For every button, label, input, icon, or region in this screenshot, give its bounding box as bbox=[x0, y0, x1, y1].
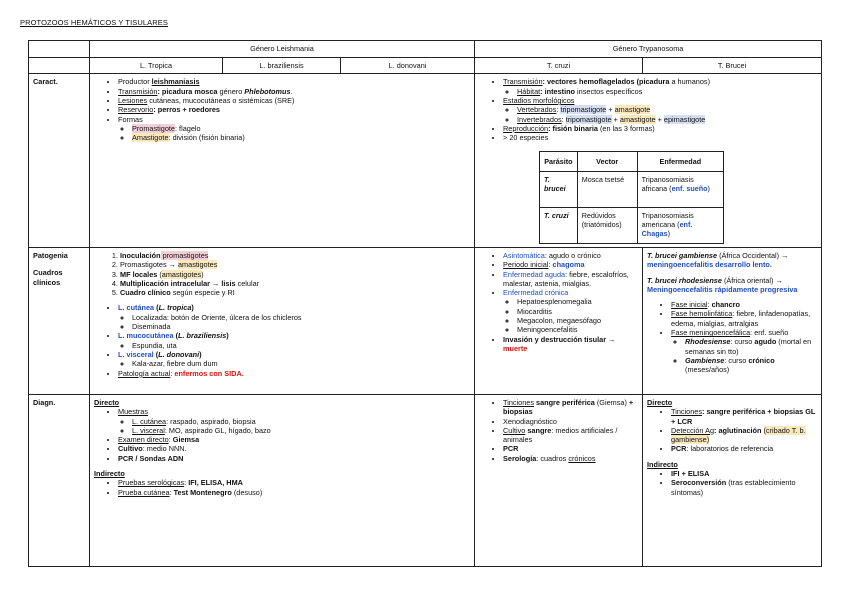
species-header-l-donovani: L. donovani bbox=[341, 58, 475, 74]
corner-cell-2 bbox=[29, 58, 90, 74]
list-item: ◦ Kala-azar, fiebre dum dum bbox=[132, 359, 470, 368]
list-item: • Cultivo: medio NNN. bbox=[118, 444, 470, 453]
list-item: • Patología actual: enfermos con SIDA. bbox=[118, 369, 470, 378]
list-item: ◦ Hábitat: intestino insectos específicos bbox=[517, 87, 817, 96]
list-item: • L. mucocutánea (L. braziliensis) ◦ Espundia, uta bbox=[118, 331, 470, 350]
list-item: • Asintomática: agudo o crónico bbox=[503, 251, 638, 260]
list-item: ◦ L. visceral: MO, aspirado GL, hígado, bazo bbox=[132, 426, 470, 435]
list-item: • Detección Ag: aglutinación (cribado T. b. gambiense) bbox=[671, 426, 817, 445]
list-item: 4. Multiplicación intracelular → lisis celular bbox=[120, 279, 470, 288]
list-item: 2. Promastigotes → amastigotes bbox=[120, 260, 470, 269]
rhodesiense-line: T. brucei rhodesiense (África oriental) → Meningoencefalitis rápidamente progresiva bbox=[647, 275, 798, 294]
table-cell: Tripanosomiasis africana (enf. sueño) bbox=[637, 171, 723, 207]
list-item: • > 20 especies bbox=[503, 133, 817, 142]
diagn-cruzi-cell bbox=[475, 394, 643, 566]
genus-leishmania-header: Género Leishmania bbox=[90, 41, 475, 58]
vector-table bbox=[539, 151, 724, 244]
list-item: • L. cutánea (L. tropica) ◦ Localizada: botón de Oriente, úlcera de los chicleros ◦ Diseminada bbox=[118, 303, 470, 331]
list-item: • Transmisión: picadura mosca género Phlebotomus. bbox=[118, 87, 470, 96]
list-item: • Reproducción: fisión binaria (en las 3 formas) bbox=[503, 124, 817, 133]
list-item: • Seroconversión (tras establecimiento síntomas) bbox=[671, 478, 817, 497]
list-item: • Productor leishmaniasis bbox=[118, 77, 470, 86]
list-item: ◦ Espundia, uta bbox=[132, 341, 470, 350]
list-item: • Xenodiagnóstico bbox=[503, 417, 638, 426]
table-cell: T. cruzi bbox=[540, 207, 578, 243]
list-item: • Formas ◦ Promastigote: flagelo ◦ Amastigote: división (fisión binaria) bbox=[118, 115, 470, 143]
list-item: • Examen directo: Giemsa bbox=[118, 435, 470, 444]
species-header-t-brucei: T. Brucei bbox=[643, 58, 822, 74]
table-cell: T. brucei bbox=[540, 171, 578, 207]
list-item: ◦ Meningoencefalitis bbox=[517, 325, 638, 334]
patogenia-leishmania-cell bbox=[90, 247, 475, 394]
list-item: • Tinciones sangre periférica (Giemsa) + biopsias bbox=[503, 398, 638, 417]
list-item: • Reservorio: perros + roedores bbox=[118, 105, 470, 114]
row-label-patogenia bbox=[29, 247, 90, 394]
list-item: • Lesiones cutáneas, mucocutáneas o sistémicas (SRE) bbox=[118, 96, 470, 105]
list-item: ◦ Diseminada bbox=[132, 322, 470, 331]
species-header-l-tropica: L. Tropica bbox=[90, 58, 223, 74]
diagn-brucei-cell bbox=[643, 394, 822, 566]
label-cuadros-clinicos: Cuadros clínicos bbox=[33, 268, 63, 287]
list-item: • Prueba cutánea: Test Montenegro (desuso) bbox=[118, 488, 470, 497]
list-item: • L. visceral (L. donovani) ◦ Kala-azar, fiebre dum dum bbox=[118, 350, 470, 369]
list-item: • Fase hemolinfática: fiebre, linfadenopatías, edema, mialgias, artralgias bbox=[671, 309, 817, 328]
list-item: ◦ Promastigote: flagelo bbox=[132, 124, 470, 133]
list-item: • PCR / Sondas ADN bbox=[118, 454, 470, 463]
list-item: ◦ Vertebrados: tripomastigote + amastigote bbox=[517, 105, 817, 114]
list-item: • Cultivo sangre: medios artificiales / animales bbox=[503, 426, 638, 445]
vector-table-header: Vector bbox=[577, 151, 637, 171]
list-item: ◦ Rhodesiense: curso agudo (mortal en semanas sin tto) bbox=[685, 337, 817, 356]
list-item: • Periodo inicial: chagoma bbox=[503, 260, 638, 269]
species-header-l-braziliensis: L. braziliensis bbox=[223, 58, 341, 74]
list-item: ◦ Localizada: botón de Oriente, úlcera de los chicleros bbox=[132, 313, 470, 322]
row-label-caract: Caract. bbox=[29, 74, 90, 248]
list-item: 3. MF locales (amastigotes) bbox=[120, 270, 470, 279]
list-item: ◦ Hepatoesplenomegalia bbox=[517, 297, 638, 306]
list-item: • Muestras ◦ L. cutánea: raspado, aspirado, biopsia ◦ L. visceral: MO, aspirado GL, hígado, bazo bbox=[118, 407, 470, 435]
list-item: ◦ Megacolon, megaesófago bbox=[517, 316, 638, 325]
diagn-leishmania-cell bbox=[90, 394, 475, 566]
patogenia-cruzi-cell bbox=[475, 247, 643, 394]
table-cell: Mosca tsetsé bbox=[577, 171, 637, 207]
list-item: • Enfermedad aguda: fiebre, escalofríos, malestar, astenia, mialgias. bbox=[503, 270, 638, 289]
diagn-brucei-directo-heading: Directo bbox=[647, 397, 673, 407]
document-title: PROTOZOOS HEMÁTICOS Y TISULARES bbox=[20, 18, 168, 27]
diagn-indirecto-heading: Indirecto bbox=[94, 469, 125, 479]
table-cell: Redúvidos (triatómidos) bbox=[577, 207, 637, 243]
corner-cell bbox=[29, 41, 90, 58]
list-item: • PCR: laboratorios de referencia bbox=[671, 444, 817, 453]
list-item: • Estadios morfológicos ◦ Vertebrados: tripomastigote + amastigote ◦ Invertebrados: tripomastigote + amastigote + epimastigote bbox=[503, 96, 817, 124]
vector-table-header: Parásito bbox=[540, 151, 578, 171]
protozoa-table bbox=[28, 40, 822, 567]
list-item: ◦ L. cutánea: raspado, aspirado, biopsia bbox=[132, 417, 470, 426]
list-item: • Tinciones: sangre periférica + biopsias GL + LCR bbox=[671, 407, 817, 426]
list-item: • Fase meningoencefálica: enf. sueño ◦ Rhodesiense: curso agudo (mortal en semanas sin tto) ◦ Gambiense: curso crónico (meses/años) bbox=[671, 328, 817, 375]
row-label-diagn: Diagn. bbox=[29, 394, 90, 566]
list-item: 5. Cuadro clínico según especie y RI bbox=[120, 288, 470, 297]
vector-table-header: Enfermedad bbox=[637, 151, 723, 171]
list-item: • Fase inicial: chancro bbox=[671, 300, 817, 309]
caract-leishmania-cell bbox=[90, 74, 475, 248]
list-item: • Invasión y destrucción tisular → muerte bbox=[503, 335, 638, 354]
species-header-t-cruzi: T. cruzi bbox=[475, 58, 643, 74]
diagn-brucei-indirecto-heading: Indirecto bbox=[647, 459, 678, 469]
diagn-directo-heading: Directo bbox=[94, 397, 120, 407]
list-item: ◦ Amastigote: división (fisión binaria) bbox=[132, 133, 470, 142]
list-item: ◦ Miocarditis bbox=[517, 307, 638, 316]
gambiense-line: T. brucei gambiense (África Occidental) → meningoencefalitis desarrollo lento. bbox=[647, 250, 789, 270]
table-cell: Tripanosomiasis americana (enf. Chagas) bbox=[637, 207, 723, 243]
label-patogenia: Patogenia bbox=[33, 250, 68, 260]
list-item: 1. Inoculación promastigotes bbox=[120, 251, 470, 260]
patogenia-brucei-cell bbox=[643, 247, 822, 394]
list-item: • Pruebas serológicas: IFI, ELISA, HMA bbox=[118, 478, 470, 487]
list-item: • PCR bbox=[503, 444, 638, 453]
list-item: • IFI + ELISA bbox=[671, 469, 817, 478]
list-item: ◦ Gambiense: curso crónico (meses/años) bbox=[685, 356, 817, 375]
list-item: • Serología: cuadros crónicos bbox=[503, 454, 638, 463]
genus-trypanosoma-header: Género Trypanosoma bbox=[475, 41, 822, 58]
list-item: • Transmisión: vectores hemoflagelados (picadura a humanos) ◦ Hábitat: intestino insectos específicos bbox=[503, 77, 817, 96]
caract-trypanosoma-cell bbox=[475, 74, 822, 248]
list-item: • Enfermedad crónica ◦ Hepatoesplenomegalia ◦ Miocarditis ◦ Megacolon, megaesófago ◦ Meningoencefalitis bbox=[503, 288, 638, 335]
list-item: ◦ Invertebrados: tripomastigote + amastigote + epimastigote bbox=[517, 115, 817, 124]
